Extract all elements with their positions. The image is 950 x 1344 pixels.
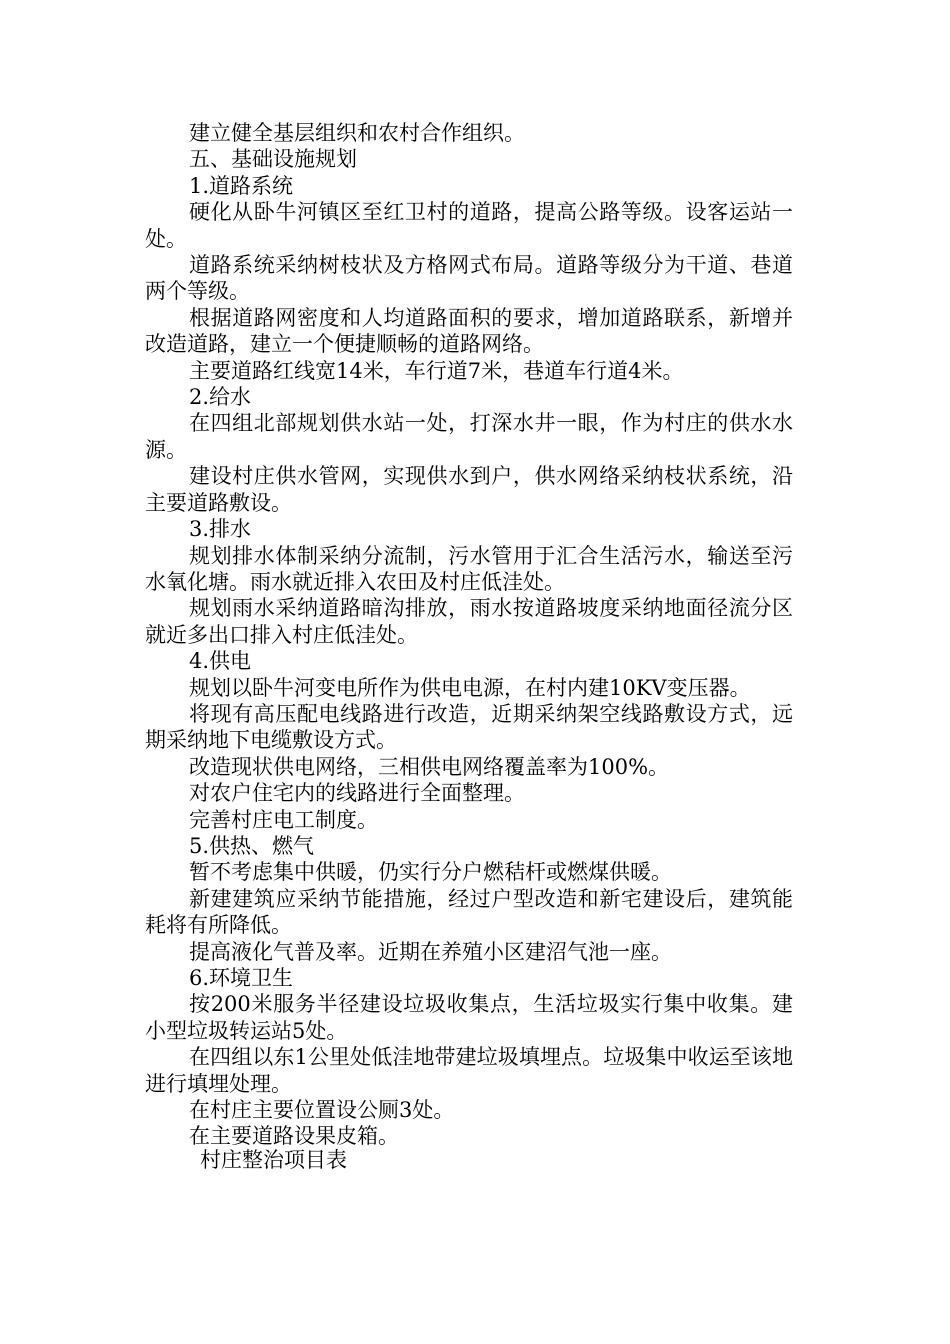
heading-power-supply: 4.供电	[189, 649, 252, 674]
paragraph-water-network: 建设村庄供水管网，实现供水到户，供水网络采纳枝状系统，沿主要道路敷设。	[145, 464, 793, 515]
paragraph-landfill: 在四组以东1公里处低洼地带建垃圾填埋点。垃圾集中收运至该地进行填埋处理。	[145, 1045, 793, 1096]
heading-drainage: 3.排水	[189, 517, 252, 542]
heading-infrastructure-planning: 五、基础设施规划	[189, 147, 357, 172]
paragraph-drainage-system: 规划排水体制采纳分流制，污水管用于汇合生活污水，输送至污水氧化塘。雨水就近排入农田及村庄低洼处。	[145, 543, 793, 594]
paragraph-gas: 提高液化气普及率。近期在养殖小区建沼气池一座。	[189, 939, 672, 964]
paragraph-power-source: 规划以卧牛河变电所作为供电电源，在村内建10KV变压器。	[189, 675, 751, 700]
table-title: 村庄整治项目表	[200, 1148, 347, 1172]
paragraph-power-lines: 将现有高压配电线路进行改造，近期采纳架空线路敷设方式，远期采纳地下电缆敷设方式。	[145, 701, 793, 753]
heading-road-system: 1.道路系统	[189, 173, 294, 198]
paragraph-energy-saving: 新建建筑应采纳节能措施，经过户型改造和新宅建设后，建筑能耗将有所降低。	[145, 886, 793, 938]
heading-water-supply: 2.给水	[189, 385, 252, 410]
paragraph-road-network: 根据道路网密度和人均道路面积的要求，增加道路联系，新增并改造道路，建立一个便捷顺畅的道路网络。	[145, 305, 793, 357]
heading-heating-gas: 5.供热、燃气	[189, 833, 315, 858]
paragraph-electrician-system: 完善村庄电工制度。	[189, 807, 378, 832]
paragraph-road-hardening: 硬化从卧牛河镇区至红卫村的道路，提高公路等级。设客运站一处。	[145, 200, 793, 251]
paragraph-garbage-collection: 按200米服务半径建设垃圾收集点，生活垃圾实行集中收集。建小型垃圾转运站5处。	[145, 992, 793, 1043]
paragraph-organization: 建立健全基层组织和农村合作组织。	[189, 121, 525, 145]
paragraph-water-station: 在四组北部规划供水站一处，打深水井一眼，作为村庄的供水水源。	[145, 411, 793, 462]
paragraph-power-coverage: 改造现状供电网络，三相供电网络覆盖率为100%。	[189, 754, 670, 779]
paragraph-household-wiring: 对农户住宅内的线路进行全面整理。	[189, 781, 525, 806]
paragraph-heating: 暂不考虑集中供暖，仍实行分户燃秸杆或燃煤供暖。	[189, 860, 672, 885]
paragraph-rainwater: 规划雨水采纳道路暗沟排放，雨水按道路坡度采纳地面径流分区就近多出口排入村庄低洼处。	[145, 596, 793, 647]
paragraph-road-width: 主要道路红线宽14米，车行道7米，巷道车行道4米。	[189, 358, 684, 383]
paragraph-bins: 在主要道路设果皮箱。	[189, 1124, 399, 1149]
paragraph-road-layout: 道路系统采纳树枝状及方格网式布局。道路等级分为干道、巷道两个等级。	[145, 253, 793, 304]
paragraph-toilets: 在村庄主要位置设公厕3处。	[189, 1098, 455, 1123]
document-body	[145, 120, 793, 1150]
heading-sanitation: 6.环境卫生	[189, 966, 294, 990]
